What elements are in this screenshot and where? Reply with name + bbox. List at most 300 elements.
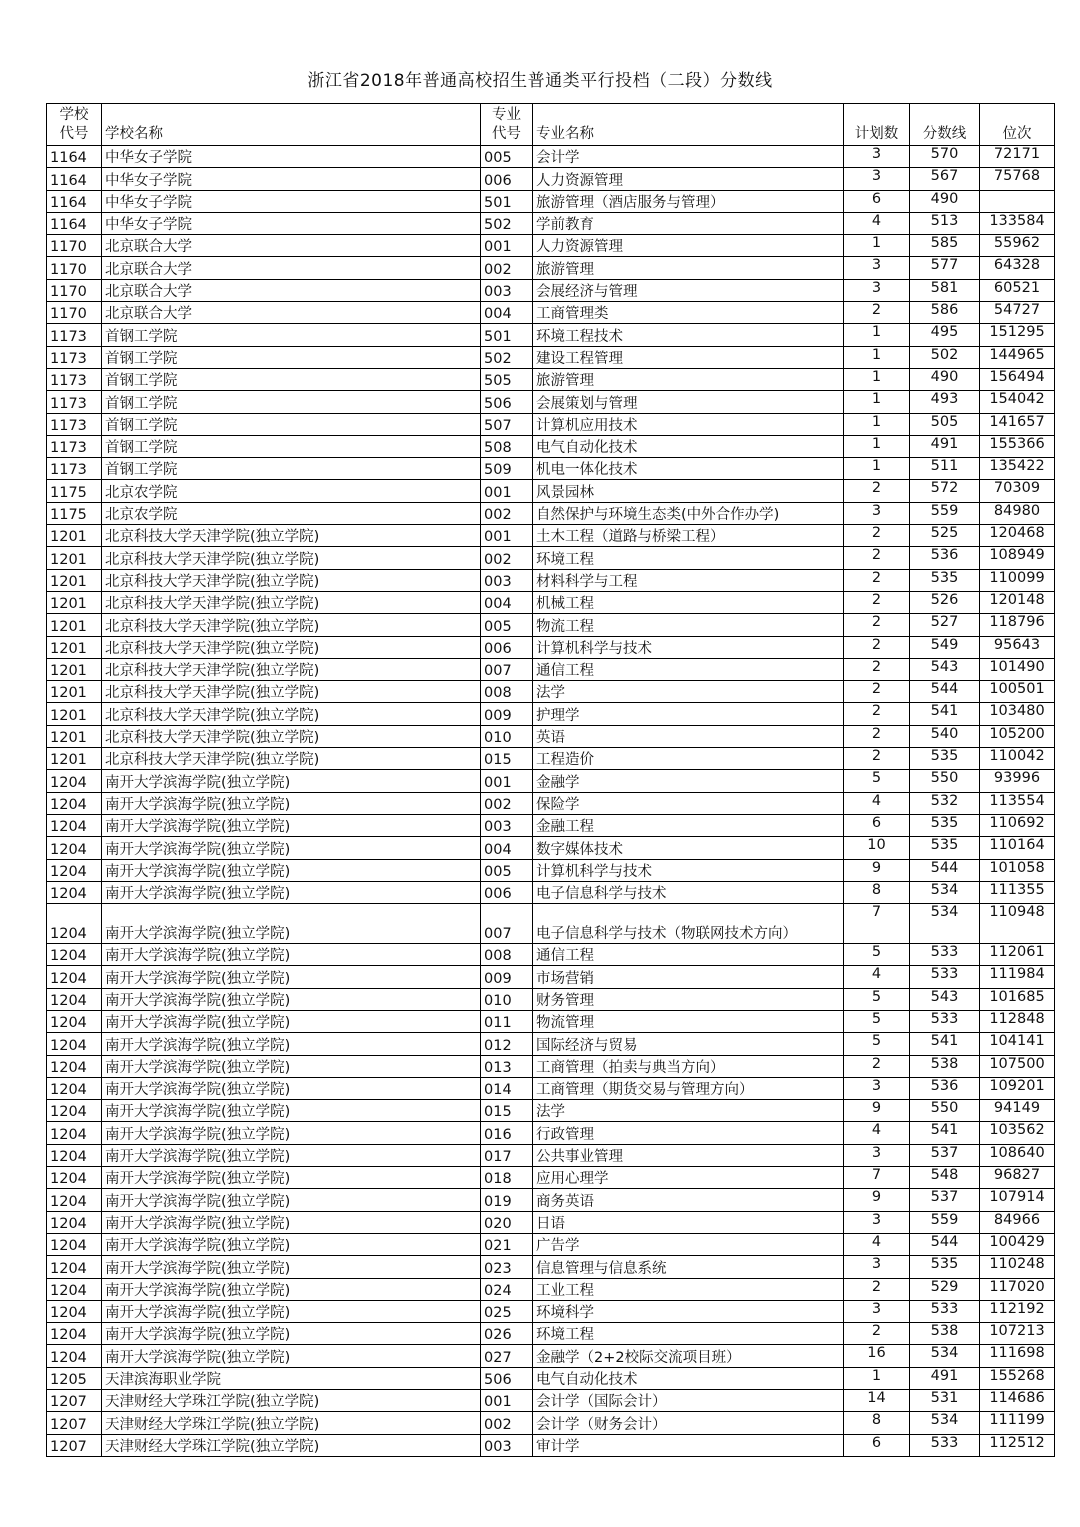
major-name-cell: 通信工程 <box>533 944 844 966</box>
major-name-cell: 物流工程 <box>533 614 844 636</box>
major-name-cell: 环境工程技术 <box>533 324 844 346</box>
school-code-cell: 1170 <box>47 235 102 257</box>
plan-count-cell: 2 <box>844 547 910 569</box>
major-code-cell: 001 <box>481 525 533 547</box>
school-code-cell: 1201 <box>47 725 102 747</box>
rank-cell: 110164 <box>980 837 1055 859</box>
school-name-cell: 南开大学滨海学院(独立学院) <box>102 1256 481 1278</box>
major-code-cell: 003 <box>481 814 533 836</box>
score-line-cell: 534 <box>910 904 980 944</box>
rank-cell: 84980 <box>980 502 1055 524</box>
school-code-cell: 1205 <box>47 1367 102 1389</box>
rank-cell: 101685 <box>980 988 1055 1010</box>
rank-cell: 109201 <box>980 1077 1055 1099</box>
school-name-cell: 北京科技大学天津学院(独立学院) <box>102 591 481 613</box>
header-score: 分数线 <box>910 104 980 146</box>
school-name-cell: 北京科技大学天津学院(独立学院) <box>102 614 481 636</box>
school-name-cell: 南开大学滨海学院(独立学院) <box>102 1010 481 1032</box>
major-code-cell: 004 <box>481 302 533 324</box>
school-name-cell: 北京科技大学天津学院(独立学院) <box>102 658 481 680</box>
major-code-cell: 018 <box>481 1167 533 1189</box>
plan-count-cell: 2 <box>844 1055 910 1077</box>
score-line-cell: 550 <box>910 770 980 792</box>
table-row <box>47 1144 1055 1166</box>
major-code-cell: 508 <box>481 435 533 457</box>
school-code-cell: 1173 <box>47 346 102 368</box>
school-name-cell: 北京科技大学天津学院(独立学院) <box>102 725 481 747</box>
header-rank: 位次 <box>980 104 1055 146</box>
major-code-cell: 507 <box>481 413 533 435</box>
score-line-cell: 532 <box>910 792 980 814</box>
school-code-cell: 1170 <box>47 257 102 279</box>
score-line-cell: 541 <box>910 703 980 725</box>
school-code-cell: 1204 <box>47 1167 102 1189</box>
school-name-cell: 南开大学滨海学院(独立学院) <box>102 770 481 792</box>
school-name-cell: 首钢工学院 <box>102 413 481 435</box>
score-line-cell: 493 <box>910 391 980 413</box>
rank-cell: 151295 <box>980 324 1055 346</box>
major-code-cell: 506 <box>481 1367 533 1389</box>
score-line-cell: 533 <box>910 1300 980 1322</box>
school-code-cell: 1201 <box>47 681 102 703</box>
plan-count-cell: 4 <box>844 1122 910 1144</box>
school-code-cell: 1201 <box>47 636 102 658</box>
school-name-cell: 南开大学滨海学院(独立学院) <box>102 1033 481 1055</box>
school-name-cell: 天津财经大学珠江学院(独立学院) <box>102 1434 481 1456</box>
school-name-cell: 北京科技大学天津学院(独立学院) <box>102 547 481 569</box>
major-name-cell: 旅游管理 <box>533 368 844 390</box>
major-code-cell: 005 <box>481 859 533 881</box>
score-line-cell: 544 <box>910 1233 980 1255</box>
school-code-cell: 1204 <box>47 837 102 859</box>
score-line-cell: 534 <box>910 881 980 903</box>
table-row <box>47 235 1055 257</box>
table-row <box>47 324 1055 346</box>
table-row <box>47 1167 1055 1189</box>
major-code-cell: 015 <box>481 748 533 770</box>
plan-count-cell: 1 <box>844 235 910 257</box>
rank-cell: 108949 <box>980 547 1055 569</box>
school-code-cell: 1204 <box>47 1300 102 1322</box>
plan-count-cell: 5 <box>844 770 910 792</box>
score-line-cell: 535 <box>910 837 980 859</box>
table-row <box>47 966 1055 988</box>
rank-cell: 111355 <box>980 881 1055 903</box>
school-name-cell: 首钢工学院 <box>102 435 481 457</box>
score-line-cell: 495 <box>910 324 980 346</box>
header-major-code-line2: 代号 <box>492 126 521 142</box>
rank-cell: 110042 <box>980 748 1055 770</box>
table-row <box>47 1256 1055 1278</box>
plan-count-cell: 1 <box>844 391 910 413</box>
school-code-cell: 1204 <box>47 944 102 966</box>
table-row <box>47 413 1055 435</box>
rank-cell: 101490 <box>980 658 1055 680</box>
major-name-cell: 广告学 <box>533 1233 844 1255</box>
major-code-cell: 006 <box>481 168 533 190</box>
school-name-cell: 北京科技大学天津学院(独立学院) <box>102 748 481 770</box>
school-code-cell: 1204 <box>47 1122 102 1144</box>
rank-cell: 107914 <box>980 1189 1055 1211</box>
score-line-cell: 572 <box>910 480 980 502</box>
table-row <box>47 636 1055 658</box>
plan-count-cell: 3 <box>844 1077 910 1099</box>
table-row <box>47 988 1055 1010</box>
plan-count-cell: 1 <box>844 368 910 390</box>
score-line-cell: 541 <box>910 1033 980 1055</box>
major-name-cell: 材料科学与工程 <box>533 569 844 591</box>
school-name-cell: 中华女子学院 <box>102 190 481 212</box>
plan-count-cell: 6 <box>844 1434 910 1456</box>
score-line-cell: 581 <box>910 279 980 301</box>
score-line-cell: 559 <box>910 1211 980 1233</box>
major-code-cell: 002 <box>481 792 533 814</box>
rank-cell: 155268 <box>980 1367 1055 1389</box>
score-line-cell: 538 <box>910 1055 980 1077</box>
plan-count-cell: 1 <box>844 324 910 346</box>
major-name-cell: 电子信息科学与技术（物联网技术方向） <box>533 904 844 944</box>
school-code-cell: 1207 <box>47 1434 102 1456</box>
header-school-code-line2: 代号 <box>59 126 89 142</box>
rank-cell: 110099 <box>980 569 1055 591</box>
major-code-cell: 005 <box>481 146 533 168</box>
table-row <box>47 1189 1055 1211</box>
table-row <box>47 614 1055 636</box>
major-code-cell: 502 <box>481 346 533 368</box>
school-code-cell: 1201 <box>47 569 102 591</box>
school-name-cell: 南开大学滨海学院(独立学院) <box>102 1278 481 1300</box>
score-line-cell: 544 <box>910 859 980 881</box>
score-line-cell: 585 <box>910 235 980 257</box>
table-row <box>47 1233 1055 1255</box>
major-name-cell: 人力资源管理 <box>533 168 844 190</box>
score-line-cell: 541 <box>910 1122 980 1144</box>
table-row <box>47 944 1055 966</box>
school-name-cell: 南开大学滨海学院(独立学院) <box>102 1144 481 1166</box>
plan-count-cell: 7 <box>844 1167 910 1189</box>
plan-count-cell: 4 <box>844 966 910 988</box>
school-name-cell: 南开大学滨海学院(独立学院) <box>102 1122 481 1144</box>
score-line-cell: 533 <box>910 966 980 988</box>
rank-cell: 101058 <box>980 859 1055 881</box>
rank-cell: 154042 <box>980 391 1055 413</box>
major-name-cell: 建设工程管理 <box>533 346 844 368</box>
plan-count-cell: 6 <box>844 190 910 212</box>
score-line-cell: 533 <box>910 1010 980 1032</box>
score-line-cell: 548 <box>910 1167 980 1189</box>
major-code-cell: 019 <box>481 1189 533 1211</box>
score-line-cell: 586 <box>910 302 980 324</box>
plan-count-cell: 14 <box>844 1390 910 1412</box>
school-name-cell: 北京科技大学天津学院(独立学院) <box>102 569 481 591</box>
score-line-cell: 538 <box>910 1323 980 1345</box>
school-code-cell: 1204 <box>47 1323 102 1345</box>
major-code-cell: 002 <box>481 547 533 569</box>
table-row <box>47 814 1055 836</box>
score-line-cell: 511 <box>910 458 980 480</box>
major-name-cell: 护理学 <box>533 703 844 725</box>
rank-cell: 72171 <box>980 146 1055 168</box>
rank-cell: 70309 <box>980 480 1055 502</box>
school-code-cell: 1204 <box>47 1256 102 1278</box>
major-code-cell: 023 <box>481 1256 533 1278</box>
major-code-cell: 001 <box>481 1390 533 1412</box>
rank-cell: 93996 <box>980 770 1055 792</box>
table-row <box>47 904 1055 944</box>
plan-count-cell: 3 <box>844 1211 910 1233</box>
school-code-cell: 1170 <box>47 302 102 324</box>
school-code-cell: 1170 <box>47 279 102 301</box>
plan-count-cell: 5 <box>844 1033 910 1055</box>
rank-cell: 111698 <box>980 1345 1055 1367</box>
rank-cell: 111199 <box>980 1412 1055 1434</box>
score-line-cell: 525 <box>910 525 980 547</box>
major-name-cell: 环境工程 <box>533 1323 844 1345</box>
table-row <box>47 1033 1055 1055</box>
plan-count-cell: 5 <box>844 988 910 1010</box>
school-name-cell: 首钢工学院 <box>102 391 481 413</box>
plan-count-cell: 1 <box>844 435 910 457</box>
school-name-cell: 南开大学滨海学院(独立学院) <box>102 1100 481 1122</box>
rank-cell: 107213 <box>980 1323 1055 1345</box>
major-name-cell: 应用心理学 <box>533 1167 844 1189</box>
school-code-cell: 1204 <box>47 966 102 988</box>
score-line-cell: 543 <box>910 658 980 680</box>
rank-cell: 118796 <box>980 614 1055 636</box>
school-code-cell: 1204 <box>47 1144 102 1166</box>
plan-count-cell: 3 <box>844 502 910 524</box>
major-name-cell: 公共事业管理 <box>533 1144 844 1166</box>
score-line-cell: 533 <box>910 944 980 966</box>
school-code-cell: 1204 <box>47 1033 102 1055</box>
school-name-cell: 南开大学滨海学院(独立学院) <box>102 1323 481 1345</box>
plan-count-cell: 1 <box>844 458 910 480</box>
school-code-cell: 1201 <box>47 703 102 725</box>
school-code-cell: 1201 <box>47 525 102 547</box>
major-code-cell: 027 <box>481 1345 533 1367</box>
school-code-cell: 1173 <box>47 368 102 390</box>
school-name-cell: 首钢工学院 <box>102 368 481 390</box>
score-line-cell: 490 <box>910 190 980 212</box>
table-row <box>47 302 1055 324</box>
score-line-cell: 533 <box>910 1434 980 1456</box>
major-code-cell: 505 <box>481 368 533 390</box>
table-row <box>47 1278 1055 1300</box>
rank-cell <box>980 190 1055 212</box>
major-name-cell: 数字媒体技术 <box>533 837 844 859</box>
school-code-cell: 1204 <box>47 1100 102 1122</box>
school-code-cell: 1164 <box>47 190 102 212</box>
plan-count-cell: 2 <box>844 748 910 770</box>
major-name-cell: 风景园林 <box>533 480 844 502</box>
score-line-cell: 527 <box>910 614 980 636</box>
major-name-cell: 会计学（财务会计） <box>533 1412 844 1434</box>
table-row <box>47 792 1055 814</box>
school-name-cell: 南开大学滨海学院(独立学院) <box>102 814 481 836</box>
major-name-cell: 自然保护与环境生态类(中外合作办学) <box>533 502 844 524</box>
major-code-cell: 017 <box>481 1144 533 1166</box>
school-code-cell: 1204 <box>47 1010 102 1032</box>
major-code-cell: 008 <box>481 944 533 966</box>
school-code-cell: 1201 <box>47 591 102 613</box>
table-row <box>47 391 1055 413</box>
major-name-cell: 环境科学 <box>533 1300 844 1322</box>
plan-count-cell: 2 <box>844 569 910 591</box>
rank-cell: 135422 <box>980 458 1055 480</box>
major-code-cell: 020 <box>481 1211 533 1233</box>
major-name-cell: 法学 <box>533 1100 844 1122</box>
school-code-cell: 1173 <box>47 324 102 346</box>
plan-count-cell: 4 <box>844 212 910 234</box>
rank-cell: 75768 <box>980 168 1055 190</box>
rank-cell: 64328 <box>980 257 1055 279</box>
rank-cell: 103480 <box>980 703 1055 725</box>
score-line-cell: 502 <box>910 346 980 368</box>
table-row <box>47 681 1055 703</box>
score-line-cell: 535 <box>910 1256 980 1278</box>
school-code-cell: 1201 <box>47 614 102 636</box>
plan-count-cell: 2 <box>844 525 910 547</box>
plan-count-cell: 4 <box>844 792 910 814</box>
plan-count-cell: 6 <box>844 814 910 836</box>
plan-count-cell: 3 <box>844 257 910 279</box>
major-name-cell: 英语 <box>533 725 844 747</box>
table-body <box>47 146 1055 1457</box>
plan-count-cell: 3 <box>844 168 910 190</box>
score-line-cell: 535 <box>910 748 980 770</box>
plan-count-cell: 2 <box>844 1278 910 1300</box>
school-code-cell: 1204 <box>47 1189 102 1211</box>
school-name-cell: 北京农学院 <box>102 480 481 502</box>
rank-cell: 104141 <box>980 1033 1055 1055</box>
plan-count-cell: 9 <box>844 1100 910 1122</box>
major-name-cell: 电气自动化技术 <box>533 1367 844 1389</box>
rank-cell: 60521 <box>980 279 1055 301</box>
school-code-cell: 1164 <box>47 168 102 190</box>
rank-cell: 110248 <box>980 1256 1055 1278</box>
table-row <box>47 458 1055 480</box>
table-row <box>47 1367 1055 1389</box>
plan-count-cell: 1 <box>844 346 910 368</box>
school-name-cell: 北京联合大学 <box>102 279 481 301</box>
major-name-cell: 金融工程 <box>533 814 844 836</box>
table-row <box>47 658 1055 680</box>
major-code-cell: 010 <box>481 988 533 1010</box>
score-line-cell: 491 <box>910 1367 980 1389</box>
major-name-cell: 会展经济与管理 <box>533 279 844 301</box>
major-name-cell: 日语 <box>533 1211 844 1233</box>
score-line-cell: 543 <box>910 988 980 1010</box>
table-row <box>47 1300 1055 1322</box>
score-line-cell: 534 <box>910 1412 980 1434</box>
school-name-cell: 北京联合大学 <box>102 235 481 257</box>
table-row <box>47 748 1055 770</box>
table-row <box>47 525 1055 547</box>
rank-cell: 100429 <box>980 1233 1055 1255</box>
score-line-cell: 577 <box>910 257 980 279</box>
score-line-cell: 559 <box>910 502 980 524</box>
major-name-cell: 计算机应用技术 <box>533 413 844 435</box>
major-name-cell: 审计学 <box>533 1434 844 1456</box>
score-line-cell: 529 <box>910 1278 980 1300</box>
rank-cell: 120468 <box>980 525 1055 547</box>
plan-count-cell: 3 <box>844 146 910 168</box>
table-row <box>47 547 1055 569</box>
major-code-cell: 004 <box>481 591 533 613</box>
major-code-cell: 502 <box>481 212 533 234</box>
school-name-cell: 南开大学滨海学院(独立学院) <box>102 859 481 881</box>
major-code-cell: 001 <box>481 480 533 502</box>
table-header-row <box>47 104 1055 146</box>
plan-count-cell: 8 <box>844 881 910 903</box>
table-row <box>47 435 1055 457</box>
score-line-cell: 534 <box>910 1345 980 1367</box>
major-code-cell: 010 <box>481 725 533 747</box>
major-name-cell: 学前教育 <box>533 212 844 234</box>
major-name-cell: 会计学 <box>533 146 844 168</box>
header-school-code <box>47 104 102 146</box>
school-name-cell: 南开大学滨海学院(独立学院) <box>102 966 481 988</box>
rank-cell: 94149 <box>980 1100 1055 1122</box>
table-row <box>47 346 1055 368</box>
school-code-cell: 1173 <box>47 391 102 413</box>
school-name-cell: 北京农学院 <box>102 502 481 524</box>
major-name-cell: 通信工程 <box>533 658 844 680</box>
plan-count-cell: 2 <box>844 658 910 680</box>
plan-count-cell: 5 <box>844 944 910 966</box>
school-name-cell: 北京科技大学天津学院(独立学院) <box>102 636 481 658</box>
plan-count-cell: 9 <box>844 859 910 881</box>
school-code-cell: 1201 <box>47 658 102 680</box>
major-name-cell: 财务管理 <box>533 988 844 1010</box>
plan-count-cell: 3 <box>844 1256 910 1278</box>
rank-cell: 113554 <box>980 792 1055 814</box>
score-line-cell: 536 <box>910 547 980 569</box>
rank-cell: 96827 <box>980 1167 1055 1189</box>
school-code-cell: 1204 <box>47 1345 102 1367</box>
school-code-cell: 1207 <box>47 1390 102 1412</box>
rank-cell: 112512 <box>980 1434 1055 1456</box>
table-row <box>47 168 1055 190</box>
major-code-cell: 506 <box>481 391 533 413</box>
school-code-cell: 1207 <box>47 1412 102 1434</box>
major-name-cell: 机械工程 <box>533 591 844 613</box>
school-name-cell: 南开大学滨海学院(独立学院) <box>102 1345 481 1367</box>
rank-cell: 107500 <box>980 1055 1055 1077</box>
major-name-cell: 物流管理 <box>533 1010 844 1032</box>
major-code-cell: 021 <box>481 1233 533 1255</box>
score-line-cell: 526 <box>910 591 980 613</box>
major-name-cell: 电子信息科学与技术 <box>533 881 844 903</box>
table-row <box>47 1077 1055 1099</box>
rank-cell: 84966 <box>980 1211 1055 1233</box>
table-row <box>47 837 1055 859</box>
school-name-cell: 南开大学滨海学院(独立学院) <box>102 1189 481 1211</box>
plan-count-cell: 2 <box>844 614 910 636</box>
plan-count-cell: 9 <box>844 1189 910 1211</box>
school-name-cell: 北京联合大学 <box>102 302 481 324</box>
major-name-cell: 计算机科学与技术 <box>533 636 844 658</box>
major-code-cell: 002 <box>481 1412 533 1434</box>
table-row <box>47 1345 1055 1367</box>
score-line-cell: 505 <box>910 413 980 435</box>
table-row <box>47 1055 1055 1077</box>
school-name-cell: 北京科技大学天津学院(独立学院) <box>102 525 481 547</box>
school-name-cell: 南开大学滨海学院(独立学院) <box>102 988 481 1010</box>
score-line-cell: 550 <box>910 1100 980 1122</box>
school-name-cell: 北京联合大学 <box>102 257 481 279</box>
plan-count-cell: 2 <box>844 703 910 725</box>
